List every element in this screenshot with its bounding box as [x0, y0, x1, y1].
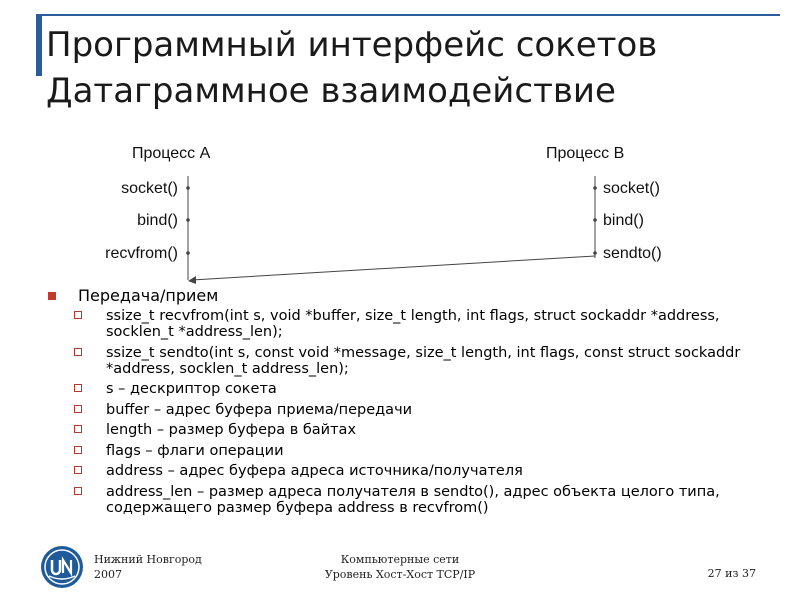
checkbox-bullet-icon — [74, 425, 82, 433]
process-a-dot-socket — [186, 186, 190, 190]
main-bullet-text: Передача/прием — [78, 286, 219, 305]
process-a-dot-bind — [186, 218, 190, 222]
bullet-square-icon — [48, 292, 56, 300]
message-arrow-head — [188, 276, 196, 284]
list-item: address_len – размер адреса получателя в sendto(), адрес объекта целого типа, содержащего размер буфера address в recvfrom() — [48, 484, 768, 516]
process-a-label: Процесс A — [132, 145, 211, 162]
process-b-call-bind: bind() — [603, 212, 644, 229]
slide-title-line2: Датаграммное взаимодействие — [46, 71, 616, 111]
content-list — [48, 284, 768, 520]
footer-city: Нижний Новгород — [94, 553, 202, 566]
checkbox-bullet-icon — [74, 311, 82, 319]
checkbox-bullet-icon — [74, 466, 82, 474]
message-arrow-line — [192, 256, 595, 280]
process-a-call-bind: bind() — [137, 212, 178, 229]
main-bullet — [48, 284, 768, 308]
list-item: ssize_t recvfrom(int s, void *buffer, size_t length, int flags, struct sockaddr *address, socklen_t *address_len); — [48, 308, 768, 340]
footer-left — [94, 552, 202, 582]
process-b-call-sendto: sendto() — [603, 245, 662, 262]
checkbox-bullet-icon — [74, 487, 82, 495]
list-item: address – адрес буфера адреса источника/получателя — [48, 463, 768, 479]
checkbox-bullet-icon — [74, 348, 82, 356]
process-b-dot-sendto — [593, 251, 597, 255]
process-a-call-recvfrom: recvfrom() — [105, 245, 178, 262]
list-item: buffer – адрес буфера приема/передачи — [48, 402, 768, 418]
footer-course: Компьютерные сети — [340, 553, 460, 566]
footer-center — [300, 552, 500, 582]
process-b-label: Процесс B — [546, 145, 625, 162]
page-number: 27 из 37 — [707, 567, 756, 580]
sub-list — [48, 308, 768, 516]
process-b-call-socket: socket() — [603, 180, 660, 197]
checkbox-bullet-icon — [74, 384, 82, 392]
checkbox-bullet-icon — [74, 446, 82, 454]
list-item: s – дескриптор сокета — [48, 381, 768, 397]
process-a-call-socket: socket() — [121, 180, 178, 197]
process-b-dot-socket — [593, 186, 597, 190]
footer-topic: Уровень Хост-Хост TCP/IP — [324, 568, 476, 581]
footer-year: 2007 — [94, 568, 122, 581]
checkbox-bullet-icon — [74, 405, 82, 413]
list-item: length – размер буфера в байтах — [48, 422, 768, 438]
slide-title-line1: Программный интерфейс сокетов — [46, 25, 658, 65]
unn-logo-icon — [40, 545, 84, 589]
list-item: flags – флаги операции — [48, 443, 768, 459]
list-item: ssize_t sendto(int s, const void *message, size_t length, int flags, const struct sockaddr *address, socklen_t address_len); — [48, 345, 768, 377]
process-b-dot-bind — [593, 218, 597, 222]
process-a-dot-recvfrom — [186, 251, 190, 255]
